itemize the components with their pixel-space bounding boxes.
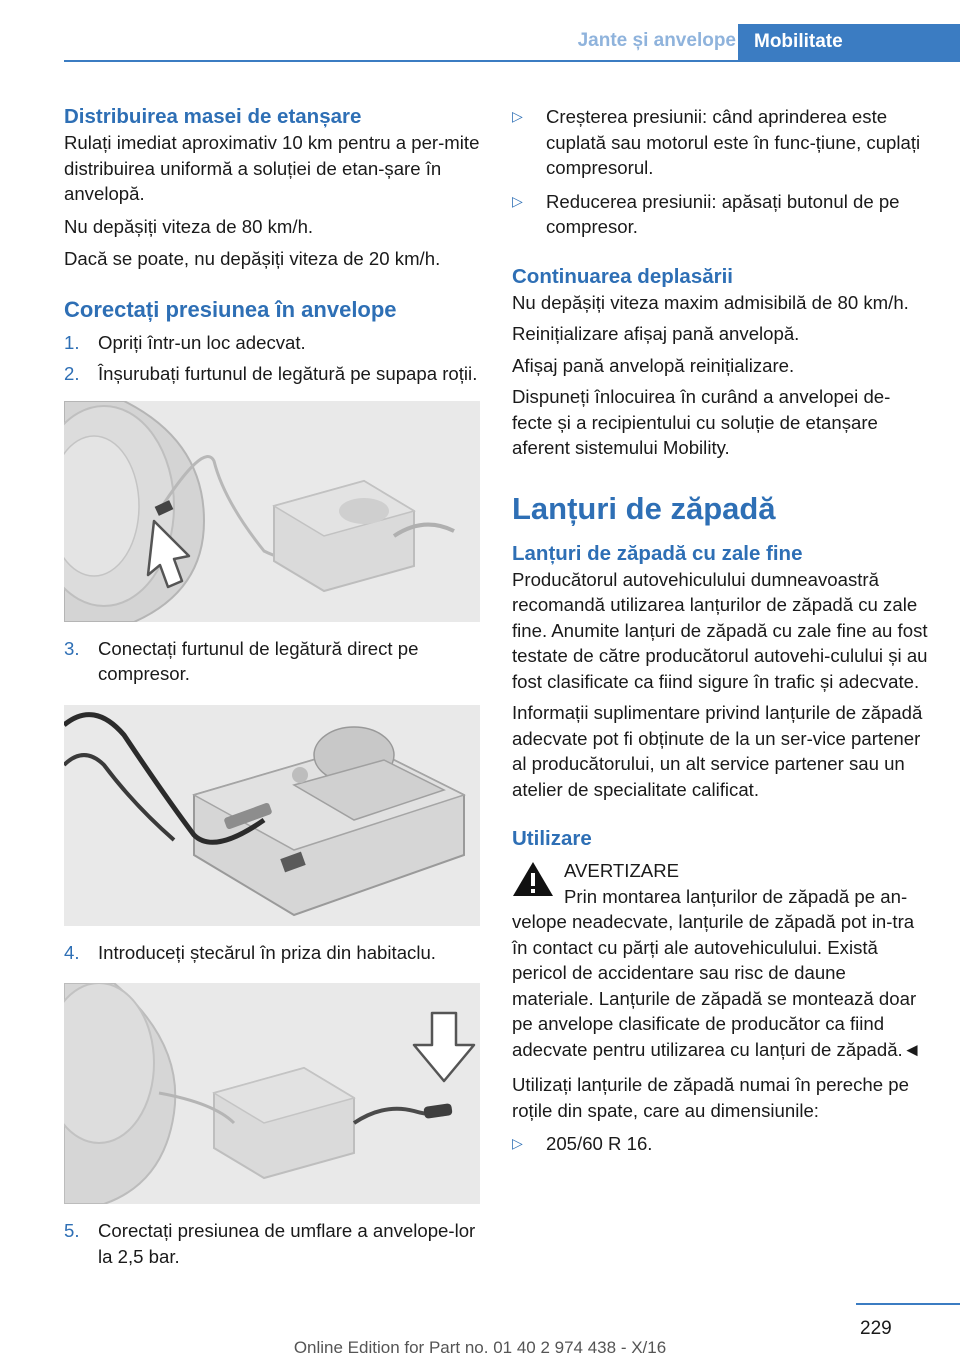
heading-distribution: Distribuirea masei de etanșare bbox=[64, 105, 362, 128]
warning-block bbox=[512, 858, 928, 909]
paragraph-replace-tire: Dispuneți înlocuirea în curând a anvelopei de‐fecte și a recipientului cu soluție de etanșare aferent sistemului Mobility. bbox=[512, 386, 891, 458]
paragraph-speed-80: Nu depășiți viteza de 80 km/h. bbox=[64, 215, 314, 237]
paragraph-max-speed: Nu depășiți viteza maxim admisibilă de 80 km/h. bbox=[512, 291, 909, 313]
figure-hose-on-compressor bbox=[64, 705, 480, 926]
step-number: 3. bbox=[64, 637, 80, 659]
step-text: Înșurubați furtunul de legătură pe supapa roții. bbox=[98, 363, 478, 384]
step-1 bbox=[64, 330, 480, 356]
step-text: Introduceți ștecărul în priza din habitaclu. bbox=[98, 941, 436, 963]
step-text: Corectați presiunea de umflare a anvelope‐lor la 2,5 bar. bbox=[98, 1220, 476, 1267]
triangle-bullet-icon: ▷ bbox=[512, 1135, 523, 1151]
step-text: Conectați furtunul de legătură direct pe compresor. bbox=[98, 637, 419, 684]
paragraph-speed-20: Dacă se poate, nu depășiți viteza de 20 km/h. bbox=[64, 248, 441, 269]
paragraph-use-pairs: Utilizați lanțurile de zăpadă numai în pereche pe roțile din spate, care au dimensiunile: bbox=[512, 1074, 909, 1121]
step-number: 5. bbox=[64, 1220, 80, 1241]
paragraph-fine-chains-1: Producătorul autovehiculului dumneavoastră recomandă utilizarea lanțurilor de zăpadă cu zale fine. Anumite lanțuri de zăpadă cu zale fine au fost testate de către producătorul autovehi‐culului și au fost clasificate ca fiind sigure în trafic și adecvate. bbox=[512, 568, 928, 692]
step-text: Opriți într-un loc adecvat. bbox=[98, 331, 306, 353]
warning-title: AVERTIZARE bbox=[564, 860, 680, 881]
bullet-increase-pressure bbox=[512, 104, 928, 181]
figure-hose-on-valve bbox=[64, 401, 480, 622]
header-section-title: Jante și anvelope bbox=[577, 30, 736, 51]
step-3 bbox=[64, 636, 480, 687]
bullet-tire-size bbox=[512, 1131, 928, 1157]
step-number: 2. bbox=[64, 363, 80, 384]
paragraph-distribution: Rulați imediat aproximativ 10 km pentru a per‐mite distribuirea uniformă a soluției de etan‐șare în anvelopă. bbox=[64, 132, 480, 204]
footer-edition-text: Online Edition for Part no. 01 40 2 974 438 - X/16 bbox=[293, 1338, 667, 1357]
triangle-bullet-icon: ▷ bbox=[512, 192, 523, 209]
step-2 bbox=[64, 361, 480, 387]
bullet-reduce-pressure bbox=[512, 189, 928, 240]
bullet-text: Reducerea presiunii: apăsați butonul de pe compresor. bbox=[546, 190, 900, 237]
warning-lead: Prin montarea lanțurilor de zăpadă pe an‐ bbox=[564, 885, 908, 907]
step-number: 1. bbox=[64, 331, 80, 353]
step-4 bbox=[64, 940, 480, 966]
paragraph-fine-chains-2: Informații suplimentare privind lanțurile de zăpadă adecvate pot fi obținute de la un ser‐vice partener al producătorului, un alt service partener sau un atelier de specialitate calificat. bbox=[512, 702, 923, 800]
triangle-bullet-icon: ▷ bbox=[512, 108, 523, 124]
heading-snow-chains: Lanțuri de zăpadă bbox=[512, 490, 776, 526]
paragraph-reset-display: Reinițializare afișaj pană anvelopă. bbox=[512, 323, 800, 344]
step-number: 4. bbox=[64, 941, 80, 963]
heading-usage: Utilizare bbox=[512, 827, 592, 850]
page-number: 229 bbox=[860, 1318, 892, 1339]
footer-divider bbox=[856, 1303, 960, 1305]
header-chapter-tab: Mobilitate bbox=[738, 24, 960, 62]
bullet-text: Creșterea presiunii: când aprinderea este cuplată sau motorul este în func‐țiune, cuplați compresorul. bbox=[546, 106, 921, 178]
paragraph-display-reset: Afișaj pană anvelopă reinițializare. bbox=[512, 354, 795, 376]
warning-body: velope neadecvate, lanțurile de zăpadă pot in‐tra în contact cu părți ale autovehiculului. Există pericol de accidentare sau risc de daune materiale. Lanțurile de zăpadă se montează doar pe anvelope clasificate de producător ca fiind adecvate pentru utilizarea cu lanțuri de zăpadă.◄ bbox=[512, 911, 922, 1060]
heading-correct-pressure: Corectați presiunea în anvelope bbox=[64, 296, 397, 322]
figure-plug-in-socket bbox=[64, 983, 480, 1204]
bullet-text: 205/60 R 16. bbox=[546, 1133, 653, 1154]
figure-hose-valve-drawing bbox=[64, 401, 480, 622]
page-header bbox=[64, 24, 960, 62]
step-5 bbox=[64, 1218, 480, 1269]
warning-triangle-icon bbox=[512, 860, 554, 898]
figure-plug-drawing bbox=[64, 983, 480, 1204]
heading-continue-driving: Continuarea deplasării bbox=[512, 264, 734, 288]
right-column bbox=[512, 104, 928, 1157]
left-column bbox=[64, 104, 480, 1269]
figure-compressor-drawing bbox=[64, 705, 480, 926]
heading-fine-link-chains: Lanțuri de zăpadă cu zale fine bbox=[512, 541, 803, 565]
